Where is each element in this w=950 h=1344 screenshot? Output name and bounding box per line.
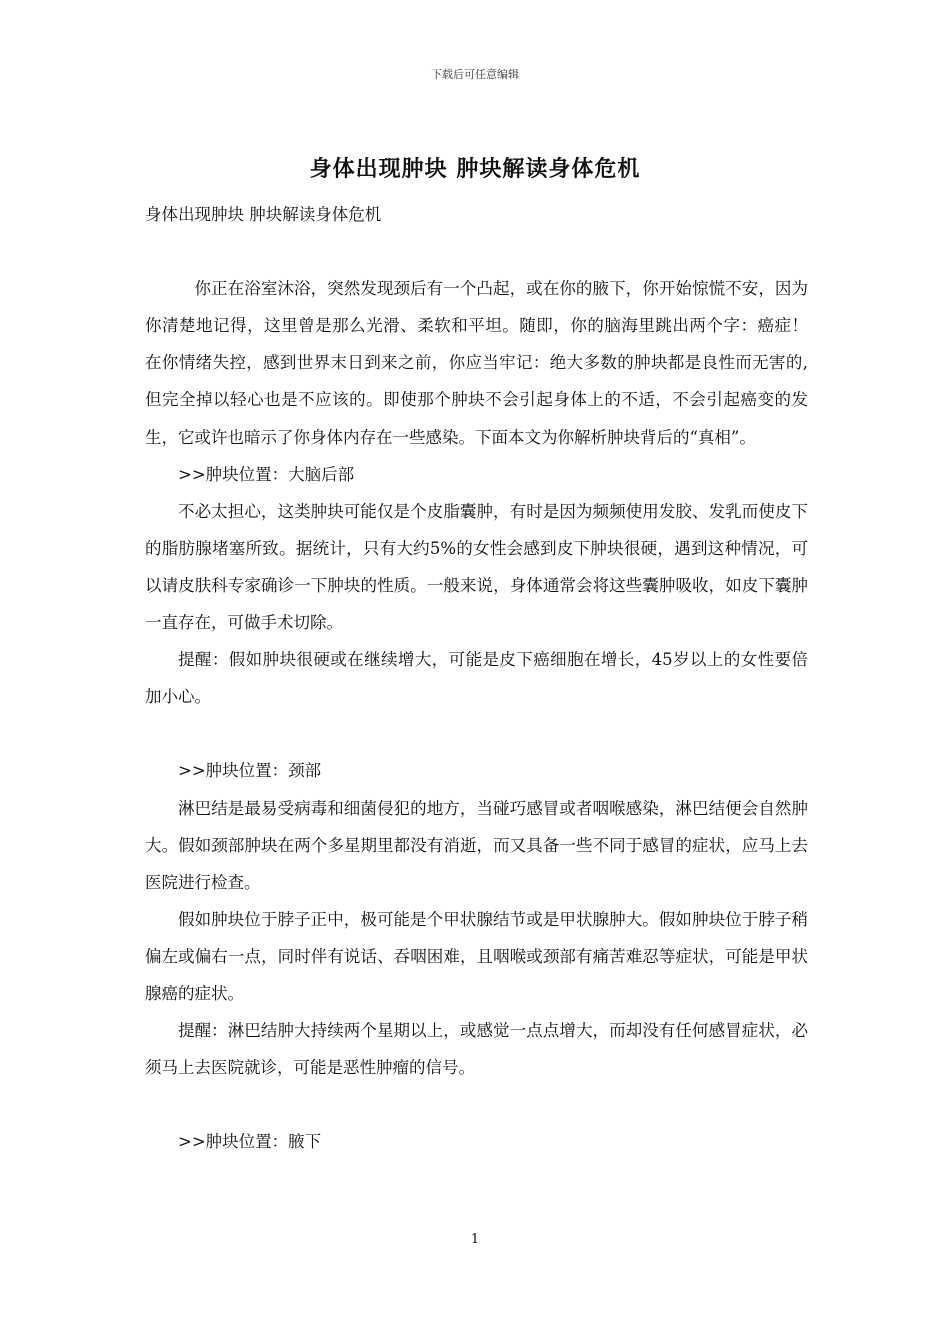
- intro-paragraph: 你正在浴室沐浴，突然发现颈后有一个凸起，或在你的腋下，你开始惊慌不安，因为你清楚地记得，这里曾是那么光滑、柔软和平坦。随即，你的脑海里跳出两个字：癌症！ 在你情绪失控，感到世界末日到来之前，你应当牢记：绝大多数的肿块都是良性而无害的,但完全掉以轻心也是不应该的。即使那个肿块不会引起身体上的不适，不会引起癌变的发生，它或许也暗示了你身体内存在一些感染。下面本文为你解析肿块背后的“真相”。: [145, 279, 808, 447]
- page-header-note: 下载后可任意编辑: [431, 68, 519, 81]
- body-paragraph: 淋巴结是最易受病毒和细菌侵犯的地方，当碰巧感冒或者咽喉感染，淋巴结便会自然肿大。假如颈部肿块在两个多星期里都没有消逝，而又具备一些不同于感冒的症状，应马上去医院进行检查。: [145, 798, 808, 892]
- body-paragraph: 不必太担心，这类肿块可能仅是个皮脂囊肿，有时是因为频频使用发胶、发乳而使皮下的脂肪腺堵塞所致。据统计，只有大约5%的女性会感到皮下肿块很硬，遇到这种情况，可以请皮肤科专家确诊一下肿块的性质。一般来说，身体通常会将这些囊肿吸收，如皮下囊肿一直存在，可做手术切除。: [145, 501, 808, 633]
- section-heading: >>肿块位置：大脑后部: [178, 464, 355, 484]
- body-paragraph: 假如肿块位于脖子正中，极可能是个甲状腺结节或是甲状腺肿大。假如肿块位于脖子稍偏左或偏右一点，同时伴有说话、吞咽困难，且咽喉或颈部有痛苦难忍等症状，可能是甲状腺癌的症状。: [145, 909, 808, 1003]
- page-number: 1: [470, 1232, 480, 1247]
- document-title: 身体出现肿块 肿块解读身体危机: [309, 157, 641, 182]
- section-heading: >>肿块位置：腋下: [178, 1132, 322, 1152]
- blank-line: [145, 1086, 808, 1123]
- document-subtitle: 身体出现肿块 肿块解读身体危机: [145, 205, 382, 224]
- document-body: [145, 196, 808, 1160]
- blank-line: [145, 233, 808, 270]
- reminder-paragraph: 提醒：假如肿块很硬或在继续增大，可能是皮下癌细胞在增长，45岁以上的女性要倍加小心。: [145, 650, 808, 707]
- reminder-paragraph: 提醒：淋巴结肿大持续两个星期以上，或感觉一点点增大，而却没有任何感冒症状，必须马上去医院就诊，可能是恶性肿瘤的信号。: [145, 1021, 808, 1078]
- section-heading: >>肿块位置：颈部: [178, 761, 322, 781]
- blank-line: [145, 715, 808, 752]
